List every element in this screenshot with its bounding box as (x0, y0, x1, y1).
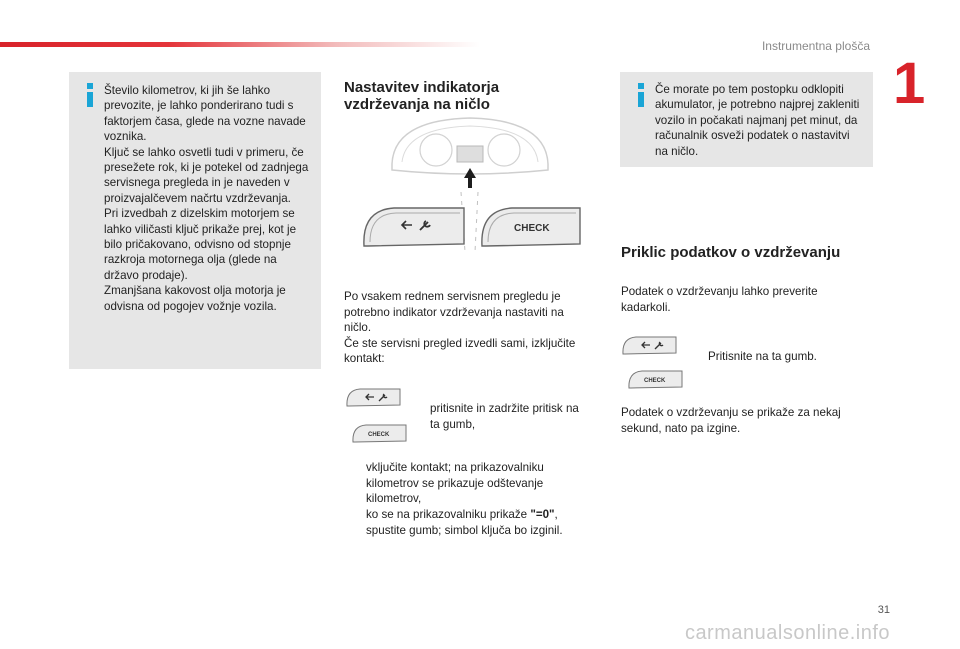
bullet-text: vključite kontakt; na prikazovalniku kilometrov se prikazuje odštevanje kilometrov, (366, 461, 544, 506)
recall-intro: Podatek o vzdrževanju lahko preverite kadarkoli. (621, 285, 818, 314)
check-label: CHECK (514, 223, 550, 234)
release-value: "=0" (530, 508, 555, 521)
bullet-release (344, 507, 594, 541)
wrench-reset-button[interactable] (344, 386, 402, 408)
reset-paragraph: Po vsakem rednem servisnem pregledu je potrebno indikator vzdrževanja nastaviti na ničlo. Če ste servisni pregled izvedli sami, izključite kontakt: (344, 290, 576, 366)
check-button[interactable] (626, 368, 684, 390)
info-text-right: Če morate po tem postopku odklopiti akumulator, je potrebno najprej zakleniti vozilo in počakati najmanj pet minut, da računalnik osveži podatek o nastavitvi na ničlo. (655, 83, 860, 158)
release-text-pre: ko se na prikazovalniku prikaže (366, 508, 531, 521)
section-title: Instrumentna plošča (761, 39, 870, 53)
wrench-reset-button[interactable] (620, 334, 678, 356)
chapter-number: 1 (893, 51, 926, 116)
info-box-right (620, 72, 873, 167)
section-heading-reset: Nastavitev indikatorja vzdrževanja na ničlo (344, 79, 500, 113)
bullet-press-recall (686, 349, 866, 367)
check-label: CHECK (644, 378, 666, 384)
bullet-press-hold (408, 401, 588, 435)
header-accent-bar (0, 42, 480, 47)
check-button[interactable] (350, 422, 408, 444)
info-text-left: Število kilometrov, ki jih še lahko prevozite, je lahko ponderirano tudi s faktorjem časa, glede na vozne navade voznika. Ključ se lahko osvetli tudi v primeru, če presežete rok, ki je potekel od zadnjega servisnega pregleda in je naveden v proizvajalčevem načrtu vzdrževanja. Pri izvedbah z dizelskim motorjem se lahko viličasti ključ prikaže prej, kot je bilo pričakovano, odvisno od stopnje razkroja motornega olja (glede na državo prodaje). Zmanjšana kakovost olja motorja je odvisna od pogojev vožnje vozila. (104, 84, 309, 313)
page-number: 31 (877, 604, 890, 616)
release-text-post: , spustite gumb; simbol ključa bo izginil. (366, 508, 563, 537)
check-label: CHECK (368, 432, 390, 438)
bullet-text (366, 507, 563, 538)
info-icon (634, 82, 648, 108)
dashboard-illustration (354, 112, 586, 257)
bullet-text: Pritisnite na ta gumb. (708, 350, 817, 363)
recall-outro: Podatek o vzdrževanju se prikaže za nekaj sekund, nato pa izgine. (621, 406, 841, 435)
info-icon (83, 82, 97, 108)
info-box-left (69, 72, 321, 369)
bullet-ignition (344, 460, 594, 510)
watermark: carmanualsonline.info (684, 622, 890, 644)
section-heading-recall: Priklic podatkov o vzdrževanju (621, 244, 841, 261)
bullet-text: pritisnite in zadržite pritisk na ta gumb, (430, 402, 579, 431)
